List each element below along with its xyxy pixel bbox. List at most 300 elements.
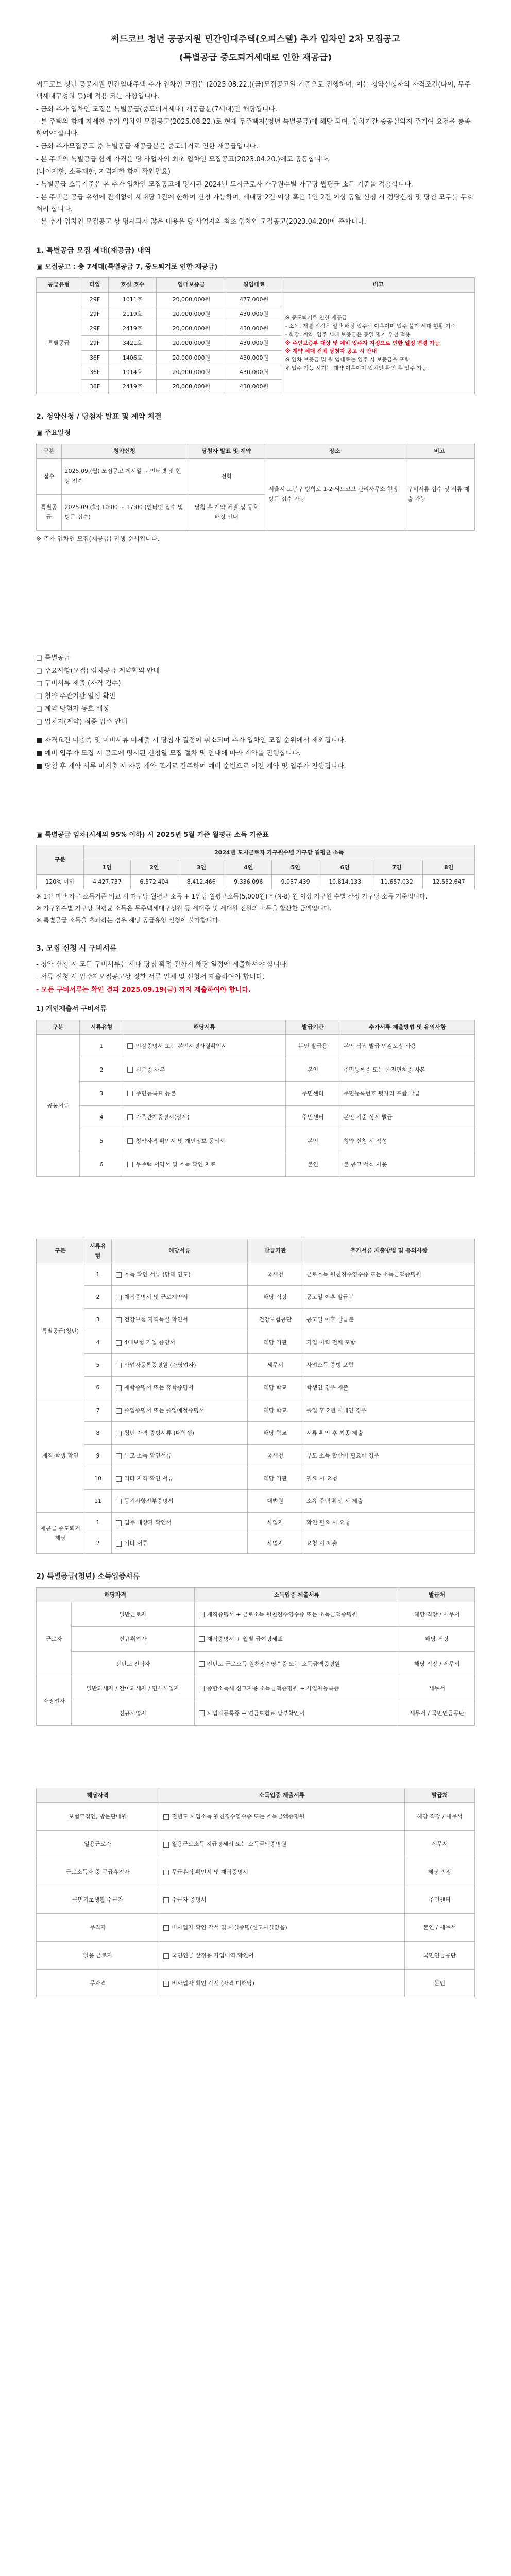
table-cell: 공통서류: [37, 1034, 80, 1176]
checkbox-icon: [116, 1541, 122, 1547]
checkbox-icon: [127, 1043, 133, 1049]
col-header: 5인: [272, 860, 319, 874]
col-header: 해당서류: [112, 1239, 248, 1263]
process-item: □ 계약 당첨자 동호 배정: [36, 705, 109, 713]
table-cell: 해당 직장 / 세무서: [404, 1803, 474, 1831]
checkbox-icon: [116, 1363, 122, 1368]
checkbox-icon: [199, 1636, 205, 1642]
col-header: 비고: [404, 444, 475, 458]
table-cell: 확인 필요 시 요청: [303, 1513, 474, 1533]
table-cell: 9,937,439: [272, 874, 319, 889]
doc-name: 비사업자 확인 각서 및 사실증명(신고사실없음): [172, 1924, 287, 1931]
table-cell: 일반과세자 / 간이과세자 / 면세사업자: [72, 1676, 194, 1701]
checkbox-icon: [127, 1162, 133, 1167]
doc-name: 비사업자 확인 각서 (자격 미해당): [172, 1980, 254, 1987]
col-header: 발급처: [399, 1587, 475, 1602]
income-proof-table-continued: [36, 1788, 475, 1997]
table-cell: 본인: [286, 1129, 340, 1153]
section3-line: - 모든 구비서류는 확인 결과 2025.09.19(금) 까지 제출하여야 합니다.: [36, 986, 251, 994]
section5-heading: 2) 특별공급(청년) 소득입증서류: [36, 1572, 140, 1581]
table-cell: [112, 1309, 248, 1331]
doc-name: 졸업증명서 또는 졸업예정증명서: [124, 1407, 205, 1414]
table-cell: 5: [80, 1129, 123, 1153]
table-cell: 2: [80, 1058, 123, 1081]
income-notes: [36, 891, 475, 926]
table-cell: 당첨 후 계약 체결 및 동호 배정 안내: [188, 494, 265, 530]
supply-table: [36, 277, 475, 394]
table-cell: 1: [80, 1034, 123, 1058]
table-cell: 29F: [81, 336, 109, 350]
section3-lines: [36, 959, 475, 996]
table-cell: 본인: [286, 1153, 340, 1176]
table-cell: [123, 1105, 286, 1129]
col-header: 소득입증 제출서류: [159, 1788, 405, 1803]
table-cell: 사업소득 증빙 포함: [303, 1354, 474, 1377]
table-cell: [112, 1467, 248, 1490]
table-cell: [123, 1129, 286, 1153]
col-header: 타입: [81, 278, 109, 292]
table-cell: [112, 1286, 248, 1309]
table-cell: [159, 1858, 405, 1886]
process-item: □ 특별공급: [36, 654, 71, 662]
supply-type-cell: 특별공급: [37, 292, 81, 394]
table-cell: 2119호: [109, 307, 157, 321]
income-note: ※ 가구원수별 가구당 월평균 소득은 무주택세대구성원 등 세대주 및 세대원 전원의 소득을 합산한 금액입니다.: [36, 905, 332, 912]
table-cell: 주민센터: [286, 1105, 340, 1129]
doc-name: 신분증 사본: [135, 1066, 165, 1073]
doc-name: 기타 서류: [124, 1540, 148, 1547]
table-cell: [112, 1445, 248, 1467]
checkbox-icon: [199, 1612, 205, 1617]
col-header: 해당서류: [123, 1020, 286, 1034]
table-cell: [112, 1399, 248, 1422]
table-cell: 세무서 / 국민연금공단: [399, 1701, 475, 1726]
table-cell: 근로소득자 중 무급휴직자: [37, 1858, 159, 1886]
section2-subheading: ▣ 주요일정: [36, 429, 71, 437]
table-cell: 10: [84, 1467, 112, 1490]
table-cell: 주민센터: [404, 1886, 474, 1914]
doc-name: 가족관계증명서(상세): [135, 1113, 190, 1121]
checkbox-icon: [127, 1091, 133, 1096]
doc-name: 사업자등록증명원 (자영업자): [124, 1362, 196, 1369]
table-cell: 1011호: [109, 292, 157, 307]
table-cell: 20,000,000원: [157, 365, 226, 379]
table-cell: 해당 학교: [247, 1377, 303, 1399]
table-cell: 430,000원: [226, 336, 282, 350]
col-header: 추가서류 제출방법 및 유의사항: [340, 1020, 474, 1034]
table-cell: [194, 1602, 399, 1627]
table-cell: 해당 직장: [399, 1627, 475, 1652]
section1-subheading: ▣ 모집공고 : 총 7세대(특별공급 7, 중도퇴거로 인한 재공급): [36, 263, 218, 271]
notice-line: ■ 자격요건 미충족 및 미비서류 미제출 시 당첨자 결정이 취소되며 추가 입차인 모집 순위에서 제외됩니다.: [36, 737, 346, 745]
table-cell: 소유 주택 확인 시 제출: [303, 1490, 474, 1513]
intro-text: [36, 79, 475, 228]
table-cell: 국민연금공단: [404, 1942, 474, 1970]
col-header: 서류유형: [84, 1239, 112, 1263]
table-cell: 재직·학생 확인: [37, 1399, 84, 1513]
intro-line: 써드코브 청년 공공지원 민간임대주택 추가 입차인 모집은 (2025.08.22.)(금)모집공고일 기준으로 진행하며, 이는 청약신청자의 자격조건(나이, 무주택세대구성원 등)에 적용 되는 사항입니다.: [36, 81, 471, 100]
table-cell: 사업자: [247, 1513, 303, 1533]
table-cell: 6: [84, 1377, 112, 1399]
doc-name: 재직증명서 + 근로소득 원천징수영수증 또는 소득금액증명원: [207, 1611, 357, 1618]
remarks-cell: [282, 292, 474, 394]
table-cell: 본 공고 서식 사용: [340, 1153, 474, 1176]
checkbox-icon: [116, 1499, 122, 1504]
table-cell: 1: [84, 1513, 112, 1533]
table-cell: 접수: [37, 458, 62, 494]
doc-name: 4대보험 가입 증명서: [124, 1339, 175, 1346]
table-cell: [194, 1652, 399, 1676]
table-cell: 29F: [81, 307, 109, 321]
table-cell: 본인 발급용: [286, 1034, 340, 1058]
intro-line: - 본 주택의 특별공급 함께 자격은 당 사업자의 최초 입차인 모집공고(2023.04.20.)에도 공동합니다.: [36, 155, 330, 163]
table-cell: 해당 직장 / 세무서: [399, 1602, 475, 1627]
checkbox-icon: [116, 1408, 122, 1414]
table-cell: 29F: [81, 292, 109, 307]
col-header: 청약신청: [61, 444, 188, 458]
col-header: 구분: [37, 1239, 84, 1263]
col-header: 발급처: [404, 1788, 474, 1803]
table-cell: 4,427,737: [83, 874, 130, 889]
doc-name: 전년도 근로소득 원천징수영수증 또는 소득금액증명원: [207, 1660, 340, 1667]
table-cell: 430,000원: [226, 380, 282, 394]
intro-line: - 금회 추가모집공고 중 특별공급 재공급분은 중도퇴거로 인한 재공급입니다.: [36, 142, 259, 150]
table-cell: 해당 직장: [247, 1286, 303, 1309]
doc-name: 청년 자격 증빙서류 (대학생): [124, 1430, 194, 1437]
table-cell: [123, 1034, 286, 1058]
table-cell: 3: [80, 1081, 123, 1105]
notice-subtitle: (특별공급 중도퇴거세대로 인한 재공급): [179, 53, 332, 63]
table-cell: 11,657,032: [371, 874, 423, 889]
table-cell: 부모 소득 합산이 필요한 경우: [303, 1445, 474, 1467]
table-cell: 세무서: [404, 1831, 474, 1858]
remark-line: - 소독, 개별 점검은 일반 배정 입주시 이후이며 입주 불가 세대 현황 기준: [285, 323, 456, 330]
col-header: 월임대료: [226, 278, 282, 292]
table-cell: 7: [84, 1399, 112, 1422]
intro-line: - 금회 추가 입차인 모집은 특별공급(중도퇴거세대) 재공급분(7세대)만 해당됩니다.: [36, 105, 278, 113]
checkbox-icon: [127, 1067, 133, 1073]
col-header: 해당자격: [37, 1587, 195, 1602]
income-note: ※ 특별공급 소득을 초과하는 경우 해당 공급유형 신청이 불가합니다.: [36, 917, 220, 924]
table-cell: 해당 기관: [247, 1331, 303, 1354]
table-cell: 3421호: [109, 336, 157, 350]
doc-name: 입주 대상자 확인서: [124, 1519, 172, 1527]
table-cell: 36F: [81, 380, 109, 394]
table-cell: 전년도 전직자: [72, 1652, 194, 1676]
checkbox-icon: [163, 1842, 169, 1848]
intro-line: - 특별공급 소득기준은 본 추가 입차인 모집공고에 명시된 2024년 도시근로자 가구원수별 가구당 월평균 소득 기준을 적용합니다.: [36, 181, 413, 189]
table-cell: 일용근로자: [37, 1831, 159, 1858]
col-header: 공급유형: [37, 278, 81, 292]
table-cell: 본인 기준 상세 발급: [340, 1105, 474, 1129]
checkbox-icon: [163, 1814, 169, 1820]
table-cell: [194, 1627, 399, 1652]
table-cell: 36F: [81, 365, 109, 379]
spacer: [36, 775, 475, 826]
col-header: 3인: [178, 860, 225, 874]
table-cell: [159, 1970, 405, 1997]
col-header: 8인: [423, 860, 475, 874]
table-cell: 2419호: [109, 321, 157, 336]
doc-name: 기타 자격 확인 서류: [124, 1475, 174, 1482]
table-cell: 해당 직장: [404, 1858, 474, 1886]
table-cell: 건강보험공단: [247, 1309, 303, 1331]
table-cell: 청약 신청 시 작성: [340, 1129, 474, 1153]
table-cell: 1914호: [109, 365, 157, 379]
checkbox-icon: [116, 1317, 122, 1323]
col-header: 구분: [37, 444, 62, 458]
table-cell: 430,000원: [226, 307, 282, 321]
col-header: 당첨자 발표 및 계약: [188, 444, 265, 458]
col-header: 1인: [83, 860, 130, 874]
table-cell: 20,000,000원: [157, 350, 226, 365]
table-cell: 구비서류 접수 및 서류 제출 가능: [404, 458, 475, 530]
col-header: 발급기관: [286, 1020, 340, 1034]
table-cell: 10,814,133: [319, 874, 371, 889]
checkbox-icon: [199, 1686, 205, 1691]
col-header: 2024년 도시근로자 가구원수별 가구당 월평균 소득: [83, 845, 474, 860]
remark-line: ※ 중도퇴거로 인한 재공급: [285, 314, 347, 321]
table-cell: 5: [84, 1354, 112, 1377]
doc-name: 재직증명서 + 월별 급여명세표: [207, 1635, 283, 1642]
table-cell: [112, 1513, 248, 1533]
table-cell: 특별공급: [37, 494, 62, 530]
table-cell: 근로소득 원천징수영수증 또는 소득금액증명원: [303, 1263, 474, 1286]
table-cell: 사업자: [247, 1533, 303, 1554]
table-cell: 공고일 이후 발급분: [303, 1286, 474, 1309]
special-docs-table: [36, 1239, 475, 1554]
process-item: □ 청약 주관기관 일정 확인: [36, 692, 116, 701]
table-cell: 주민센터: [286, 1081, 340, 1105]
doc-name: 종합소득세 신고자용 소득금액증명원 + 사업자등록증: [207, 1685, 339, 1692]
table-cell: 20,000,000원: [157, 336, 226, 350]
table-cell: 서류 확인 후 최종 제출: [303, 1422, 474, 1445]
table-cell: 해당 직장 / 세무서: [399, 1652, 475, 1676]
table-cell: [159, 1942, 405, 1970]
table-cell: 8,412,466: [178, 874, 225, 889]
table-cell: [194, 1676, 399, 1701]
income-note: ※ 1인 미만 가구 소득기준 비교 시 가구당 월평균 소득 + 1인당 월평균소득(5,000원) * (N-8) 원 이상 가구원 수별 산정 가구당 소득 기준입니다.: [36, 893, 428, 901]
doc-name: 재직증명서 및 근로계약서: [124, 1294, 188, 1301]
spacer: [36, 1177, 475, 1239]
checkbox-icon: [116, 1295, 122, 1300]
table-cell: 요청 시 제출: [303, 1533, 474, 1554]
doc-name: 국민연금 산정용 가입내역 확인서: [172, 1952, 254, 1959]
table-cell: 477,000원: [226, 292, 282, 307]
section3-line: - 서류 신청 시 입주자모집공고상 정한 서류 일체 및 신청서 제출하여야 합니다.: [36, 973, 265, 981]
col-header: 소득입증 제출서류: [194, 1587, 399, 1602]
table-cell: 20,000,000원: [157, 380, 226, 394]
doc-name: 소득 확인 서류 (당해 연도): [124, 1271, 191, 1278]
intro-line: - 본 주택의 함께 자세한 추가 입차인 모집공고(2025.08.22.)로 현재 무주택자(청년 특별공급)에 해당 되며, 입차기간 중공실의지 주거여 요건을 충족하여야 합니다.: [36, 118, 471, 138]
process-item: □ 입차자(계약) 최종 입주 안내: [36, 718, 128, 726]
notice-line: ■ 당첨 후 계약 서류 미제출 시 자동 계약 포기로 간주하여 예비 순번으로 이전 계약 및 입주가 진행됩니다.: [36, 762, 346, 770]
checkbox-icon: [163, 1870, 169, 1875]
table-cell: [112, 1533, 248, 1554]
checkbox-icon: [163, 1953, 169, 1959]
process-item: □ 구비서류 제출 (자격 검수): [36, 680, 121, 688]
table-cell: 본인: [286, 1058, 340, 1081]
checkbox-icon: [199, 1710, 205, 1716]
table-cell: 신규사업자: [72, 1701, 194, 1726]
checkbox-icon: [163, 1897, 169, 1903]
intro-line: - 본 추가 입차인 모집공고 상 명시되지 않은 내용은 당 사업자의 최초 입차인 모집공고(2023.04.20)에 준합니다.: [36, 218, 367, 226]
notice-paras: [36, 735, 475, 772]
intro-line: (나이제한, 소득제한, 자격제한 함께 확인필요): [36, 168, 171, 176]
table-cell: 근로자: [37, 1602, 72, 1676]
table-cell: 국세청: [247, 1445, 303, 1467]
checkbox-icon: [116, 1476, 122, 1482]
doc-name: 무주택 서약서 및 소득 확인 자료: [135, 1161, 216, 1168]
table-cell: 2025.09.(월) 모집공고 게시일 ~ 인터넷 및 현장 접수: [61, 458, 188, 494]
table-cell: 4: [80, 1105, 123, 1129]
section1-heading: 1. 특별공급 모집 세대(재공급) 내역: [36, 247, 151, 256]
checkbox-icon: [199, 1661, 205, 1667]
table-cell: 9,336,096: [225, 874, 271, 889]
table-cell: 국세청: [247, 1263, 303, 1286]
docs-subheading: 1) 개인제출서 구비서류: [36, 1005, 107, 1013]
table-cell: 무직자: [37, 1914, 159, 1942]
table-cell: 일용 근로자: [37, 1942, 159, 1970]
col-header: 2인: [131, 860, 178, 874]
table-cell: [159, 1831, 405, 1858]
table-cell: 국민기초생활 수급자: [37, 1886, 159, 1914]
doc-name: 건강보험 자격득실 확인서: [124, 1316, 188, 1324]
checkbox-icon: [127, 1114, 133, 1120]
col-header: 6인: [319, 860, 371, 874]
doc-name: 재학증명서 또는 휴학증명서: [124, 1384, 194, 1392]
table-cell: [112, 1331, 248, 1354]
col-header: 호실 호수: [109, 278, 157, 292]
col-header: 장소: [265, 444, 404, 458]
table-cell: 필요 시 요청: [303, 1467, 474, 1490]
col-header: 발급기관: [247, 1239, 303, 1263]
table-cell: 4: [84, 1331, 112, 1354]
table-cell: 가입 이력 전체 포함: [303, 1331, 474, 1354]
checkbox-icon: [116, 1272, 122, 1278]
doc-name: 수급자 증명서: [172, 1896, 207, 1904]
notice-title: 써드코브 청년 공공지원 민간임대주택(오피스텔) 추가 입차인 2차 모집공고: [111, 34, 400, 44]
table-cell: 2419호: [109, 380, 157, 394]
remark-line: ※ 입주 가능 시기는 계약 이후이며 입차인 확인 후 입주 가능: [285, 365, 428, 371]
table-cell: 학생인 경우 제출: [303, 1377, 474, 1399]
schedule-note: ※ 추가 입차인 모집(재공급) 진행 순서입니다.: [36, 535, 160, 543]
schedule-table: [36, 444, 475, 531]
table-cell: 2025.09.(화) 10:00 ~ 17:00 (인터넷 접수 및 방문 접수): [61, 494, 188, 530]
table-cell: 해당 학교: [247, 1422, 303, 1445]
table-cell: 29F: [81, 321, 109, 336]
table-cell: 무자격: [37, 1970, 159, 1997]
table-cell: 1406호: [109, 350, 157, 365]
doc-name: 전년도 사업소득 원천징수영수증 또는 소득금액증명원: [172, 1813, 305, 1820]
doc-name: 등기사항전부증명서: [124, 1498, 174, 1505]
doc-name: 부모 소득 확인서류: [124, 1452, 172, 1460]
table-cell: 세무서: [247, 1354, 303, 1377]
checkbox-icon: [116, 1431, 122, 1436]
checkbox-icon: [163, 1925, 169, 1931]
table-cell: 전화: [188, 458, 265, 494]
table-cell: 본인 직접 발급 인감도장 사용: [340, 1034, 474, 1058]
col-header: 구분: [37, 1020, 80, 1034]
process-list: [36, 653, 475, 728]
table-cell: [159, 1886, 405, 1914]
col-header: 비고: [282, 278, 474, 292]
remark-line: ※ 입차 보증금 및 월 임대료는 입주 시 보증금을 포함: [285, 357, 410, 363]
table-cell: 6: [80, 1153, 123, 1176]
table-cell: [112, 1263, 248, 1286]
table-cell: 본인 / 세무서: [404, 1914, 474, 1942]
col-header: 4인: [225, 860, 271, 874]
remark-line: - 화장, 계약, 입주 세대 보증금은 동일 명기 우선 적용: [285, 331, 411, 338]
remark-line: ※ 주인보증부 대상 및 예비 입주자 지정으로 인한 일정 변경 가능: [285, 340, 440, 346]
doc-name: 인감증명서 또는 본인서명사실확인서: [135, 1042, 227, 1049]
spacer: [36, 1726, 475, 1788]
section3-heading: 3. 모집 신청 시 구비서류: [36, 944, 117, 953]
table-cell: 1: [84, 1263, 112, 1286]
remark-line: ※ 계약 세대 전체 당첨자 공고 시 안내: [285, 348, 377, 355]
table-cell: [112, 1422, 248, 1445]
table-cell: 430,000원: [226, 350, 282, 365]
table-cell: [159, 1914, 405, 1942]
table-cell: 20,000,000원: [157, 292, 226, 307]
col-header: 추가서류 제출방법 및 유의사항: [303, 1239, 474, 1263]
table-cell: 보험모집인, 방문판매원: [37, 1803, 159, 1831]
table-cell: 6,572,404: [131, 874, 178, 889]
table-cell: 재공급 중도퇴거 해당: [37, 1513, 84, 1554]
table-cell: 20,000,000원: [157, 321, 226, 336]
col-header: 구분: [37, 845, 84, 875]
table-cell: 자영업자: [37, 1676, 72, 1726]
notice-line: ■ 예비 입주자 모집 시 공고에 명시된 신청일 모집 절차 및 안내에 따라 계약을 진행합니다.: [36, 750, 301, 758]
table-cell: 120% 이하: [37, 874, 84, 889]
table-cell: 2: [84, 1533, 112, 1554]
table-cell: 9: [84, 1445, 112, 1467]
table-cell: 해당 기관: [247, 1467, 303, 1490]
table-cell: 해당 학교: [247, 1399, 303, 1422]
table-cell: 공고일 이후 발급분: [303, 1309, 474, 1331]
table-cell: [123, 1153, 286, 1176]
checkbox-icon: [127, 1138, 133, 1144]
section3-line: - 청약 신청 시 모든 구비서류는 세대 당첨 확정 전까지 해당 일정에 제출하셔야 합니다.: [36, 960, 288, 969]
table-cell: 11: [84, 1490, 112, 1513]
checkbox-icon: [116, 1453, 122, 1459]
table-cell: 특별공급(청년): [37, 1263, 84, 1399]
table-cell: 서울시 도봉구 방학로 1-2 써드코브 관리사무소 현장 방문 접수 가능: [265, 458, 404, 530]
doc-name: 주민등록표 등본: [135, 1090, 176, 1097]
table-cell: 졸업 후 2년 이내인 경우: [303, 1399, 474, 1422]
income-table: [36, 845, 475, 889]
table-cell: [112, 1377, 248, 1399]
table-cell: 20,000,000원: [157, 307, 226, 321]
process-item: □ 주요사항(모집) 임차공급 계약협의 안내: [36, 667, 160, 675]
checkbox-icon: [163, 1981, 169, 1987]
table-cell: 3: [84, 1309, 112, 1331]
table-cell: 세무서: [399, 1676, 475, 1701]
table-cell: 일반근로자: [72, 1602, 194, 1627]
doc-name: 일용근로소득 지급명세서 또는 소득금액증명원: [172, 1841, 287, 1848]
income-heading: ▣ 특별공급 임차(시세의 95% 이하) 시 2025년 5월 기준 월평균 소득 기준표: [36, 831, 269, 839]
table-cell: [112, 1490, 248, 1513]
table-cell: 8: [84, 1422, 112, 1445]
table-cell: 430,000원: [226, 321, 282, 336]
col-header: 해당자격: [37, 1788, 159, 1803]
table-cell: 36F: [81, 350, 109, 365]
col-header: 7인: [371, 860, 423, 874]
doc-name: 청약자격 확인서 및 개인정보 동의서: [135, 1137, 225, 1144]
doc-name: 사업자등록증 + 연금보험료 납부확인서: [207, 1709, 305, 1717]
table-cell: [194, 1701, 399, 1726]
table-cell: 신규취업자: [72, 1627, 194, 1652]
